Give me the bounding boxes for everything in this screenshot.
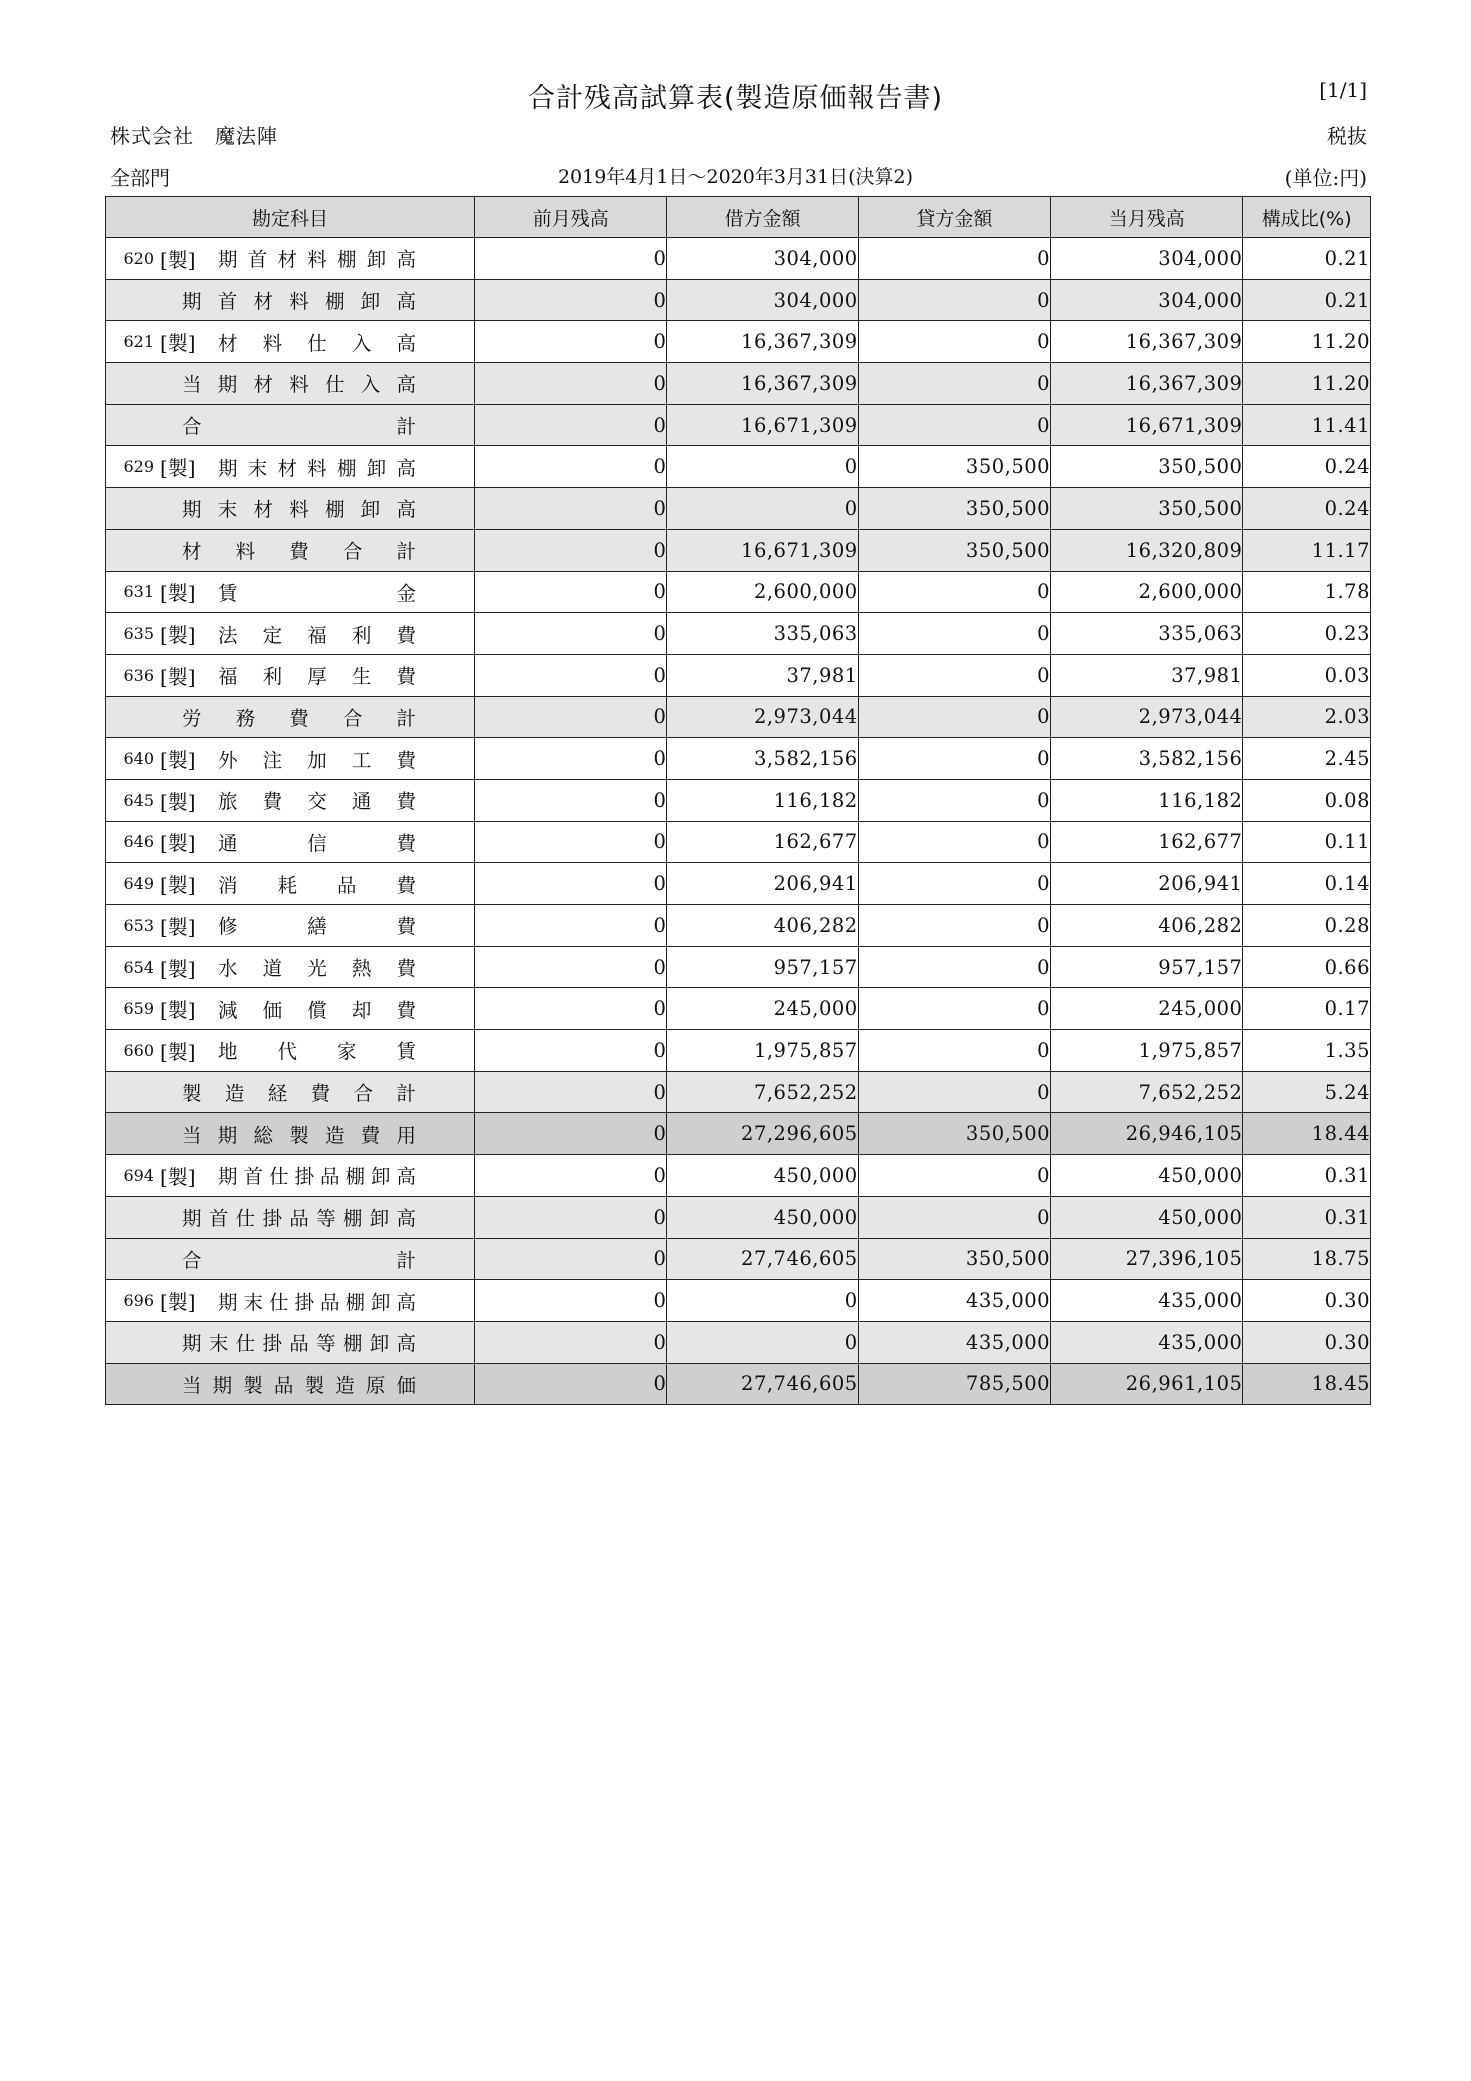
account-tag: [製] <box>160 1164 196 1189</box>
credit-cell: 0 <box>858 738 1050 780</box>
account-code: 660 <box>123 1040 154 1060</box>
table-row <box>106 404 1371 446</box>
credit-cell: 0 <box>858 238 1050 280</box>
account-name-cell <box>106 1280 475 1322</box>
account-name: 期 首 材 料 棚 卸 高 <box>182 290 417 314</box>
account-code: 636 <box>123 665 154 685</box>
balance-cell: 435,000 <box>1051 1321 1243 1363</box>
balance-cell: 206,941 <box>1051 863 1243 905</box>
credit-cell: 0 <box>858 696 1050 738</box>
prev-balance-cell: 0 <box>475 279 667 321</box>
account-name-cell <box>106 1113 475 1155</box>
ratio-cell: 0.08 <box>1243 779 1371 821</box>
ratio-cell: 0.14 <box>1243 863 1371 905</box>
table-row <box>106 1280 1371 1322</box>
prev-balance-cell: 0 <box>475 946 667 988</box>
ratio-cell: 0.21 <box>1243 238 1371 280</box>
balance-cell: 406,282 <box>1051 905 1243 947</box>
debit-cell: 335,063 <box>667 613 858 655</box>
debit-cell: 27,296,605 <box>667 1113 858 1155</box>
prev-balance-cell: 0 <box>475 1196 667 1238</box>
table-row <box>106 821 1371 863</box>
account-tag: [製] <box>160 748 196 773</box>
debit-cell: 450,000 <box>667 1196 858 1238</box>
account-name: 修 繕 費 <box>218 915 417 939</box>
account-name-cell <box>106 279 475 321</box>
prev-balance-cell: 0 <box>475 1280 667 1322</box>
account-name-cell <box>106 988 475 1030</box>
credit-cell: 350,500 <box>858 529 1050 571</box>
credit-cell: 0 <box>858 1196 1050 1238</box>
balance-cell: 450,000 <box>1051 1155 1243 1197</box>
ratio-cell: 11.20 <box>1243 363 1371 405</box>
balance-cell: 2,600,000 <box>1051 571 1243 613</box>
prev-balance-cell: 0 <box>475 446 667 488</box>
balance-cell: 304,000 <box>1051 238 1243 280</box>
account-tag: [製] <box>160 1039 196 1064</box>
balance-cell: 1,975,857 <box>1051 1030 1243 1072</box>
credit-cell: 785,500 <box>858 1363 1050 1405</box>
ratio-cell: 0.24 <box>1243 446 1371 488</box>
credit-cell: 350,500 <box>858 1238 1050 1280</box>
account-code: 696 <box>123 1291 154 1311</box>
account-tag: [製] <box>160 623 196 648</box>
table-row <box>106 654 1371 696</box>
prev-balance-cell: 0 <box>475 654 667 696</box>
account-name: 外 注 加 工 費 <box>218 748 417 772</box>
debit-cell: 0 <box>667 446 858 488</box>
balance-cell: 16,367,309 <box>1051 363 1243 405</box>
debit-cell: 0 <box>667 488 858 530</box>
column-header-prev-balance: 前月残高 <box>475 197 667 238</box>
prev-balance-cell: 0 <box>475 404 667 446</box>
table-row <box>106 946 1371 988</box>
debit-cell: 7,652,252 <box>667 1071 858 1113</box>
table-row <box>106 488 1371 530</box>
ratio-cell: 0.30 <box>1243 1280 1371 1322</box>
debit-cell: 16,671,309 <box>667 529 858 571</box>
balance-cell: 26,961,105 <box>1051 1363 1243 1405</box>
account-name: 減 価 償 却 費 <box>218 998 417 1022</box>
account-name-cell <box>106 488 475 530</box>
account-name-cell <box>106 779 475 821</box>
ratio-cell: 0.66 <box>1243 946 1371 988</box>
debit-cell: 406,282 <box>667 905 858 947</box>
account-name-cell <box>106 1071 475 1113</box>
credit-cell: 0 <box>858 279 1050 321</box>
account-name-cell <box>106 863 475 905</box>
debit-cell: 957,157 <box>667 946 858 988</box>
account-name-cell <box>106 1238 475 1280</box>
account-tag: [製] <box>160 789 196 814</box>
account-name-cell <box>106 905 475 947</box>
prev-balance-cell: 0 <box>475 321 667 363</box>
department: 全部門 <box>110 166 170 190</box>
account-code: 620 <box>123 248 154 268</box>
credit-cell: 0 <box>858 1155 1050 1197</box>
account-code: 645 <box>123 790 154 810</box>
column-header-debit: 借方金額 <box>667 197 858 238</box>
account-name: 期 首 仕 掛 品 等 棚 卸 高 <box>182 1207 417 1231</box>
debit-cell: 16,671,309 <box>667 404 858 446</box>
credit-cell: 0 <box>858 905 1050 947</box>
trial-balance-table <box>105 196 1371 1405</box>
account-name: 福 利 厚 生 費 <box>218 665 417 689</box>
account-name-cell <box>106 613 475 655</box>
credit-cell: 0 <box>858 946 1050 988</box>
account-name: 合 計 <box>182 415 417 439</box>
company-name: 株式会社 魔法陣 <box>110 124 278 148</box>
balance-cell: 7,652,252 <box>1051 1071 1243 1113</box>
balance-cell: 26,946,105 <box>1051 1113 1243 1155</box>
ratio-cell: 0.30 <box>1243 1321 1371 1363</box>
ratio-cell: 0.17 <box>1243 988 1371 1030</box>
table-row <box>106 1196 1371 1238</box>
ratio-cell: 11.20 <box>1243 321 1371 363</box>
ratio-cell: 2.45 <box>1243 738 1371 780</box>
table-row <box>106 779 1371 821</box>
account-name: 期 首 仕 掛 品 棚 卸 高 <box>218 1165 417 1189</box>
account-name-cell <box>106 738 475 780</box>
account-name-cell <box>106 1363 475 1405</box>
table-row <box>106 905 1371 947</box>
balance-cell: 435,000 <box>1051 1280 1243 1322</box>
debit-cell: 3,582,156 <box>667 738 858 780</box>
account-name-cell <box>106 1321 475 1363</box>
balance-cell: 37,981 <box>1051 654 1243 696</box>
account-code: 629 <box>123 457 154 477</box>
ratio-cell: 1.78 <box>1243 571 1371 613</box>
account-name-cell <box>106 1155 475 1197</box>
account-name: 材 料 仕 入 高 <box>218 331 417 355</box>
account-name-cell <box>106 238 475 280</box>
debit-cell: 162,677 <box>667 821 858 863</box>
account-name-cell <box>106 1030 475 1072</box>
credit-cell: 0 <box>858 363 1050 405</box>
table-row <box>106 321 1371 363</box>
account-name: 期 末 仕 掛 品 棚 卸 高 <box>218 1290 417 1314</box>
account-code: 635 <box>123 624 154 644</box>
account-name: 法 定 福 利 費 <box>218 623 417 647</box>
table-row <box>106 529 1371 571</box>
balance-cell: 3,582,156 <box>1051 738 1243 780</box>
debit-cell: 245,000 <box>667 988 858 1030</box>
account-name: 期 末 材 料 棚 卸 高 <box>218 456 417 480</box>
column-header-ratio: 構成比(%) <box>1243 197 1371 238</box>
account-name: 旅 費 交 通 費 <box>218 790 417 814</box>
balance-cell: 335,063 <box>1051 613 1243 655</box>
prev-balance-cell: 0 <box>475 1238 667 1280</box>
credit-cell: 0 <box>858 1071 1050 1113</box>
prev-balance-cell: 0 <box>475 1155 667 1197</box>
report-title: 合計残高試算表(製造原価報告書) <box>527 83 944 114</box>
account-name-cell <box>106 571 475 613</box>
account-tag: [製] <box>160 873 196 898</box>
credit-cell: 435,000 <box>858 1321 1050 1363</box>
account-name-cell <box>106 446 475 488</box>
debit-cell: 206,941 <box>667 863 858 905</box>
table-row <box>106 613 1371 655</box>
credit-cell: 0 <box>858 821 1050 863</box>
debit-cell: 0 <box>667 1280 858 1322</box>
account-code: 653 <box>123 915 154 935</box>
account-name: 水 道 光 熱 費 <box>218 957 417 981</box>
ratio-cell: 0.28 <box>1243 905 1371 947</box>
account-name-cell <box>106 821 475 863</box>
ratio-cell: 1.35 <box>1243 1030 1371 1072</box>
debit-cell: 27,746,605 <box>667 1363 858 1405</box>
column-header-account: 勘定科目 <box>106 197 475 238</box>
account-name: 当 期 製 品 製 造 原 価 <box>182 1373 416 1397</box>
balance-cell: 304,000 <box>1051 279 1243 321</box>
debit-cell: 1,975,857 <box>667 1030 858 1072</box>
prev-balance-cell: 0 <box>475 1113 667 1155</box>
prev-balance-cell: 0 <box>475 905 667 947</box>
account-tag: [製] <box>160 456 196 481</box>
ratio-cell: 18.75 <box>1243 1238 1371 1280</box>
table-row <box>106 446 1371 488</box>
debit-cell: 16,367,309 <box>667 321 858 363</box>
ratio-cell: 0.23 <box>1243 613 1371 655</box>
currency-unit: (単位:円) <box>1284 166 1367 190</box>
account-name: 合 計 <box>182 1248 417 1272</box>
ratio-cell: 0.11 <box>1243 821 1371 863</box>
account-tag: [製] <box>160 956 196 981</box>
account-name-cell <box>106 1196 475 1238</box>
account-name: 労 務 費 合 計 <box>182 706 417 730</box>
prev-balance-cell: 0 <box>475 696 667 738</box>
prev-balance-cell: 0 <box>475 363 667 405</box>
debit-cell: 304,000 <box>667 279 858 321</box>
account-tag: [製] <box>160 998 196 1023</box>
ratio-cell: 11.17 <box>1243 529 1371 571</box>
prev-balance-cell: 0 <box>475 821 667 863</box>
credit-cell: 0 <box>858 571 1050 613</box>
account-code: 646 <box>123 832 154 852</box>
tax-mode: 税抜 <box>1327 124 1367 148</box>
ratio-cell: 11.41 <box>1243 404 1371 446</box>
account-tag: [製] <box>160 664 196 689</box>
ratio-cell: 18.44 <box>1243 1113 1371 1155</box>
ratio-cell: 5.24 <box>1243 1071 1371 1113</box>
account-name: 地 代 家 賃 <box>218 1040 417 1064</box>
balance-cell: 116,182 <box>1051 779 1243 821</box>
account-name: 賃 金 <box>218 581 417 605</box>
prev-balance-cell: 0 <box>475 529 667 571</box>
balance-cell: 27,396,105 <box>1051 1238 1243 1280</box>
prev-balance-cell: 0 <box>475 863 667 905</box>
balance-cell: 16,367,309 <box>1051 321 1243 363</box>
balance-cell: 16,671,309 <box>1051 404 1243 446</box>
credit-cell: 0 <box>858 654 1050 696</box>
page-number: [1/1] <box>1319 78 1367 102</box>
credit-cell: 350,500 <box>858 488 1050 530</box>
account-name: 当 期 総 製 造 費 用 <box>182 1123 417 1147</box>
table-row <box>106 1113 1371 1155</box>
prev-balance-cell: 0 <box>475 1321 667 1363</box>
ratio-cell: 2.03 <box>1243 696 1371 738</box>
balance-cell: 350,500 <box>1051 488 1243 530</box>
ratio-cell: 0.21 <box>1243 279 1371 321</box>
debit-cell: 0 <box>667 1321 858 1363</box>
prev-balance-cell: 0 <box>475 779 667 821</box>
account-tag: [製] <box>160 914 196 939</box>
ratio-cell: 0.31 <box>1243 1196 1371 1238</box>
account-code: 640 <box>123 749 154 769</box>
account-name-cell <box>106 696 475 738</box>
table-row <box>106 1155 1371 1197</box>
column-header-balance: 当月残高 <box>1051 197 1243 238</box>
debit-cell: 304,000 <box>667 238 858 280</box>
credit-cell: 0 <box>858 1030 1050 1072</box>
account-name: 材 料 費 合 計 <box>182 540 417 564</box>
credit-cell: 0 <box>858 613 1050 655</box>
account-code: 659 <box>123 999 154 1019</box>
credit-cell: 350,500 <box>858 1113 1050 1155</box>
account-tag: [製] <box>160 581 196 606</box>
account-name: 製 造 経 費 合 計 <box>182 1082 416 1106</box>
account-code: 621 <box>123 332 154 352</box>
credit-cell: 0 <box>858 404 1050 446</box>
credit-cell: 0 <box>858 863 1050 905</box>
account-name: 消 耗 品 費 <box>218 873 417 897</box>
prev-balance-cell: 0 <box>475 1071 667 1113</box>
table-row <box>106 1321 1371 1363</box>
credit-cell: 0 <box>858 779 1050 821</box>
prev-balance-cell: 0 <box>475 571 667 613</box>
account-tag: [製] <box>160 247 196 272</box>
account-code: 649 <box>123 874 154 894</box>
ratio-cell: 0.24 <box>1243 488 1371 530</box>
debit-cell: 2,600,000 <box>667 571 858 613</box>
balance-cell: 16,320,809 <box>1051 529 1243 571</box>
prev-balance-cell: 0 <box>475 613 667 655</box>
table-row <box>106 988 1371 1030</box>
balance-cell: 350,500 <box>1051 446 1243 488</box>
balance-cell: 957,157 <box>1051 946 1243 988</box>
account-name-cell <box>106 321 475 363</box>
debit-cell: 27,746,605 <box>667 1238 858 1280</box>
account-name-cell <box>106 946 475 988</box>
ratio-cell: 18.45 <box>1243 1363 1371 1405</box>
prev-balance-cell: 0 <box>475 488 667 530</box>
debit-cell: 450,000 <box>667 1155 858 1197</box>
account-tag: [製] <box>160 331 196 356</box>
debit-cell: 116,182 <box>667 779 858 821</box>
debit-cell: 2,973,044 <box>667 696 858 738</box>
table-row <box>106 1363 1371 1405</box>
account-code: 631 <box>123 582 154 602</box>
balance-cell: 162,677 <box>1051 821 1243 863</box>
table-row <box>106 738 1371 780</box>
table-row <box>106 571 1371 613</box>
column-header-credit: 貸方金額 <box>858 197 1050 238</box>
table-header-row <box>106 197 1371 238</box>
balance-cell: 2,973,044 <box>1051 696 1243 738</box>
account-tag: [製] <box>160 1290 196 1315</box>
table-row <box>106 238 1371 280</box>
debit-cell: 37,981 <box>667 654 858 696</box>
prev-balance-cell: 0 <box>475 988 667 1030</box>
balance-cell: 450,000 <box>1051 1196 1243 1238</box>
prev-balance-cell: 0 <box>475 738 667 780</box>
prev-balance-cell: 0 <box>475 238 667 280</box>
debit-cell: 16,367,309 <box>667 363 858 405</box>
account-name-cell <box>106 363 475 405</box>
credit-cell: 0 <box>858 988 1050 1030</box>
report-period: 2019年4月1日～2020年3月31日(決算2) <box>557 166 914 188</box>
table-row <box>106 1071 1371 1113</box>
account-code: 694 <box>123 1165 154 1185</box>
account-name: 期 末 材 料 棚 卸 高 <box>182 498 417 522</box>
account-name-cell <box>106 404 475 446</box>
account-name: 期 末 仕 掛 品 等 棚 卸 高 <box>182 1332 417 1356</box>
account-tag: [製] <box>160 831 196 856</box>
ratio-cell: 0.03 <box>1243 654 1371 696</box>
prev-balance-cell: 0 <box>475 1363 667 1405</box>
account-name-cell <box>106 654 475 696</box>
credit-cell: 0 <box>858 321 1050 363</box>
ratio-cell: 0.31 <box>1243 1155 1371 1197</box>
table-row <box>106 696 1371 738</box>
table-row <box>106 863 1371 905</box>
table-row <box>106 279 1371 321</box>
account-name: 当 期 材 料 仕 入 高 <box>182 373 417 397</box>
account-name: 期 首 材 料 棚 卸 高 <box>218 248 417 272</box>
account-name-cell <box>106 529 475 571</box>
credit-cell: 435,000 <box>858 1280 1050 1322</box>
balance-cell: 245,000 <box>1051 988 1243 1030</box>
table-row <box>106 1238 1371 1280</box>
table-row <box>106 363 1371 405</box>
credit-cell: 350,500 <box>858 446 1050 488</box>
account-name: 通 信 費 <box>218 831 417 855</box>
table-row <box>106 1030 1371 1072</box>
account-code: 654 <box>123 957 154 977</box>
prev-balance-cell: 0 <box>475 1030 667 1072</box>
